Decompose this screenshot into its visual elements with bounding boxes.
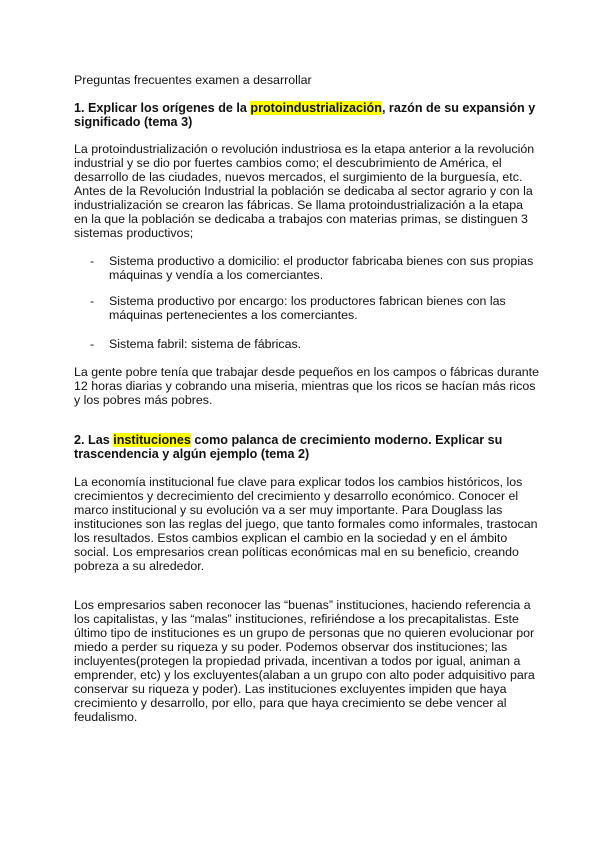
text-line: emprender, etc) y los excluyentes(alaban a un grupo con alto poder adquisitivo para [74, 668, 535, 682]
highlighted-term: protoindustrialización [250, 101, 382, 115]
text-line: pobreza a su alrededor. [74, 559, 205, 573]
document-title: Preguntas frecuentes examen a desarrollar [74, 73, 312, 87]
section1-paragraph-2 [74, 365, 544, 407]
bullet-text [109, 254, 533, 282]
bullet-text [109, 294, 506, 322]
text-line: social. Los empresarios crean políticas económicas mal en su beneficio, creando [74, 545, 519, 559]
heading-text: significado (tema 3) [74, 115, 193, 129]
bullet-dash: - [90, 294, 95, 308]
heading-text: trascendencia y algún ejemplo (tema 2) [74, 447, 310, 461]
text-line: último tipo de instituciones es un grupo de personas que no quieren evolucionar por [74, 626, 535, 640]
text-line: 12 horas diarias y cobrando una miseria, mientras que los ricos se hacían más ricos [74, 379, 536, 393]
heading-text: como palanca de crecimiento moderno. Explicar su [190, 433, 503, 447]
text-line: feudalismo. [74, 710, 138, 724]
section1-paragraph-1 [74, 142, 544, 240]
text-line: desarrollo de las ciudades, nuevos mercados, el surgimiento de la burguesía, etc. [74, 170, 523, 184]
text-line: y los pobres más pobres. [74, 393, 213, 407]
text-line: miedo a perder su riqueza y su poder. Podemos observar dos instituciones; las [74, 640, 508, 654]
section2-paragraph-1 [74, 475, 544, 573]
text-line: La protoindustrialización o revolución industriosa es la etapa anterior a la revolución [74, 142, 535, 156]
text-line: La gente pobre tenía que trabajar desde pequeños en los campos o fábricas durante [74, 365, 539, 379]
text-line: Los empresarios saben reconocer las “buenas” instituciones, haciendo referencia a [74, 598, 531, 612]
text-line: crecimientos y decrecimiento del crecimiento y desarrollo económico. Conocer el [74, 489, 519, 503]
text-line: conservar su riqueza y poder). Las instituciones excluyentes impiden que haya [74, 682, 507, 696]
text-line: industrialización se crearon las fábricas. Se llama protoindustrialización a la etapa [74, 198, 524, 212]
text-line: sistemas productivos; [74, 226, 194, 240]
text-line: crecimiento y desarrollo, por ello, para que haya crecimiento se debe vencer al [74, 696, 507, 710]
section1-heading [74, 101, 544, 129]
heading-text: 2. Las [74, 433, 114, 447]
text-line: los resultados. Estos cambios explican el cambio en la sociedad y en el ámbito [74, 531, 508, 545]
text-line: instituciones son las reglas del juego, que tanto formales como informales, trastocan [74, 517, 538, 531]
text-line: Sistema productivo a domicilio: el productor fabricaba bienes con sus propias [109, 254, 534, 268]
bullet-text [109, 337, 301, 351]
heading-text: , razón de su expansión y [381, 101, 536, 115]
section2-paragraph-2 [74, 598, 544, 724]
text-line: en la que la población se dedicaba a trabajos con materias primas, se distinguen 3 [74, 212, 528, 226]
bullet-dash: - [90, 337, 95, 351]
highlighted-term: instituciones [113, 433, 191, 447]
text-line: La economía institucional fue clave para explicar todos los cambios históricos, los [74, 475, 523, 489]
text-line: los capitalistas, y las “malas” instituciones, refiriéndose a los precapitalistas. Este [74, 612, 519, 626]
text-line: incluyentes(protegen la propiedad privada, incentivan a todos por igual, animan a [74, 654, 521, 668]
text-line: marco institucional y su evolución va a ser muy importante. Para Douglass las [74, 503, 503, 517]
bullet-dash: - [90, 254, 95, 268]
text-line: industrial y se dio por fuertes cambios como; el descubrimiento de América, el [74, 156, 502, 170]
text-line: Antes de la Revolución Industrial la población se dedicaba al sector agrario y con la [74, 184, 533, 198]
section2-heading [74, 433, 544, 461]
text-line: máquinas y vendía a los comerciantes. [109, 268, 324, 282]
text-line: máquinas pertenecientes a los comerciantes. [109, 308, 358, 322]
text-line: Sistema productivo por encargo: los productores fabrican bienes con las [109, 294, 506, 308]
text-line: Sistema fabril: sistema de fábricas. [109, 337, 302, 351]
heading-text: 1. Explicar los orígenes de la [74, 101, 251, 115]
